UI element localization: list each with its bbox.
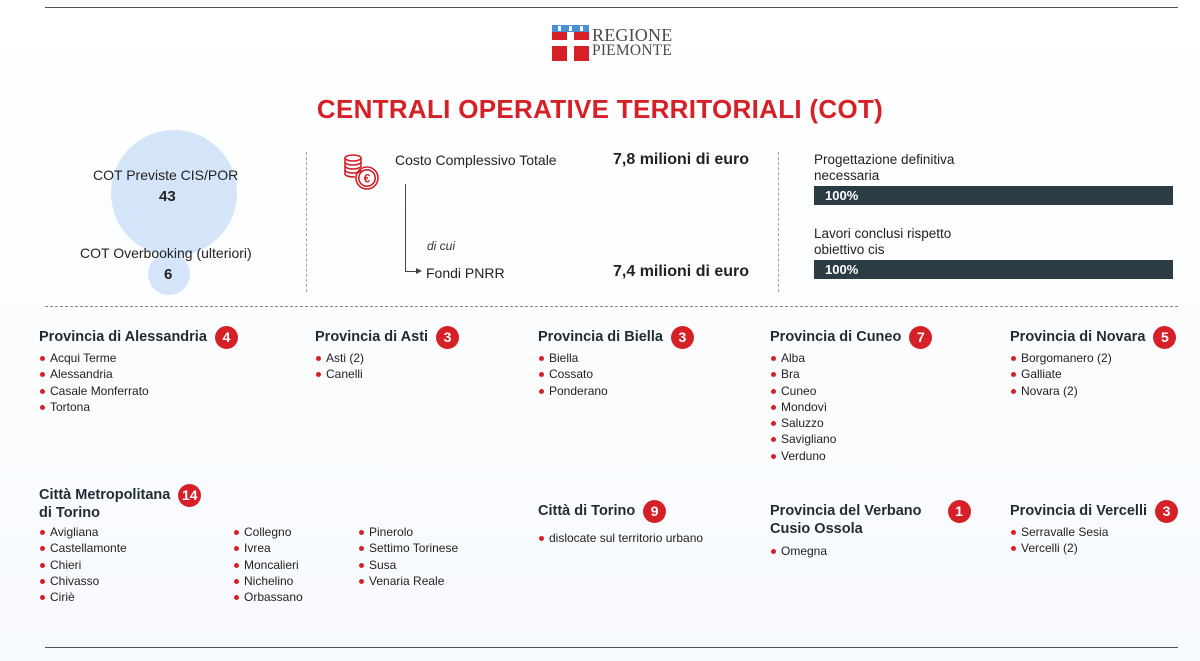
city-list	[1010, 524, 1178, 557]
euro-coins-icon	[341, 153, 381, 193]
list-item: Pinerolo	[358, 524, 458, 540]
province-title-line1: Città Metropolitana	[39, 487, 171, 503]
list-item: Serravalle Sesia	[1010, 524, 1178, 540]
province-cuneo	[770, 328, 932, 464]
city-list	[538, 530, 703, 546]
city-list	[770, 350, 932, 464]
city-list-col2	[233, 524, 303, 605]
bottom-divider	[45, 647, 1178, 648]
list-item: Novara (2)	[1010, 383, 1176, 399]
list-item: Canelli	[315, 366, 459, 382]
city-list	[39, 350, 238, 415]
province-title	[39, 486, 170, 522]
province-title: Provincia di Cuneo	[770, 329, 902, 345]
count-badge: 1	[948, 500, 971, 523]
list-item: Settimo Torinese	[358, 540, 458, 556]
cost-pnrr-value: 7,4 milioni di euro	[613, 263, 750, 280]
province-asti	[315, 328, 459, 383]
province-title: Provincia di Biella	[538, 329, 663, 345]
list-item: Alba	[770, 350, 932, 366]
list-item: Galliate	[1010, 366, 1176, 382]
progress-value: 100%	[825, 262, 859, 277]
top-divider	[45, 7, 1178, 8]
count-badge: 3	[671, 326, 694, 349]
regione-piemonte-logo	[552, 25, 672, 61]
province-torino-metro	[39, 486, 201, 522]
list-item: Borgomanero (2)	[1010, 350, 1176, 366]
city-list-col1	[39, 524, 127, 605]
province-alessandria	[39, 328, 238, 415]
vertical-divider-left	[306, 152, 307, 292]
list-item: Casale Monferrato	[39, 383, 238, 399]
progress-bar-progettazione	[814, 186, 1173, 205]
list-item: Alessandria	[39, 366, 238, 382]
province-title: Città di Torino	[538, 503, 636, 519]
list-item: Moncalieri	[233, 557, 303, 573]
province-title: Provincia di Vercelli	[1010, 503, 1148, 519]
count-badge: 14	[178, 484, 201, 507]
cost-dicui-label: di cui	[427, 239, 456, 253]
count-badge: 4	[215, 326, 238, 349]
list-item: Avigliana	[39, 524, 127, 540]
list-item: dislocate sul territorio urbano	[538, 530, 703, 546]
list-item: Savigliano	[770, 431, 932, 447]
list-item: Tortona	[39, 399, 238, 415]
list-item: Nichelino	[233, 573, 303, 589]
list-item: Bra	[770, 366, 932, 382]
section-divider	[45, 306, 1178, 307]
list-item: Vercelli (2)	[1010, 540, 1178, 556]
count-badge: 9	[643, 500, 666, 523]
progress-fill	[814, 260, 1173, 279]
logo-line1: REGIONE	[592, 25, 673, 45]
city-list	[770, 543, 971, 559]
province-title: Provincia di Novara	[1010, 329, 1146, 345]
province-title: Provincia di Alessandria	[39, 329, 207, 345]
kpi-previste-value: 43	[159, 188, 176, 205]
progress-fill	[814, 186, 1173, 205]
province-title-line2: di Torino	[39, 505, 100, 521]
count-badge: 5	[1153, 326, 1176, 349]
progress-label-lavori: Lavori conclusi rispetto obiettivo cis	[814, 226, 952, 257]
progress-bar-lavori	[814, 260, 1173, 279]
province-title: Provincia di Asti	[315, 329, 429, 345]
list-item: Susa	[358, 557, 458, 573]
cost-total-value: 7,8 milioni di euro	[613, 151, 750, 168]
list-item: Ciriè	[39, 589, 127, 605]
kpi-overbooking-value: 6	[164, 266, 173, 283]
count-badge: 3	[1155, 500, 1178, 523]
list-item: Chivasso	[39, 573, 127, 589]
kpi-overbooking-label: COT Overbooking (ulteriori)	[80, 245, 252, 261]
logo-line2: PIEMONTE	[592, 42, 672, 59]
connector-arrow-icon	[416, 268, 422, 274]
list-item: Venaria Reale	[358, 573, 458, 589]
page-title: CENTRALI OPERATIVE TERRITORIALI (COT)	[316, 94, 884, 124]
province-title-line1: Provincia del Verbano	[770, 503, 922, 519]
city-list	[1010, 350, 1176, 399]
list-item: Acqui Terme	[39, 350, 238, 366]
province-novara	[1010, 328, 1176, 399]
city-list-col3	[358, 524, 458, 589]
list-item: Chieri	[39, 557, 127, 573]
count-badge: 7	[909, 326, 932, 349]
city-list	[315, 350, 459, 383]
cost-pnrr-label: Fondi PNRR	[426, 265, 505, 281]
cost-total-label: Costo Complessivo Totale	[395, 152, 557, 168]
count-badge: 3	[436, 326, 459, 349]
list-item: Ivrea	[233, 540, 303, 556]
list-item: Castellamonte	[39, 540, 127, 556]
svg-text:€: €	[363, 171, 371, 186]
list-item: Cossato	[538, 366, 694, 382]
progress-label-progettazione: Progettazione definitiva necessaria	[814, 152, 955, 183]
piemonte-flag-icon	[552, 25, 589, 61]
list-item: Mondovì	[770, 399, 932, 415]
province-torino-city	[538, 502, 703, 546]
city-list	[538, 350, 694, 399]
list-item: Ponderano	[538, 383, 694, 399]
vertical-divider-right	[778, 152, 779, 292]
province-biella	[538, 328, 694, 399]
province-title-line2: Cusio Ossola	[770, 521, 863, 537]
list-item: Asti (2)	[315, 350, 459, 366]
province-vco	[770, 502, 971, 559]
progress-value: 100%	[825, 188, 859, 203]
province-vercelli	[1010, 502, 1178, 557]
list-item: Saluzzo	[770, 415, 932, 431]
list-item: Verduno	[770, 448, 932, 464]
list-item: Orbassano	[233, 589, 303, 605]
kpi-previste-label: COT Previste CIS/POR	[93, 167, 239, 183]
province-title	[770, 502, 922, 538]
list-item: Biella	[538, 350, 694, 366]
list-item: Collegno	[233, 524, 303, 540]
list-item: Cuneo	[770, 383, 932, 399]
list-item: Omegna	[770, 543, 971, 559]
connector-line	[405, 184, 406, 272]
